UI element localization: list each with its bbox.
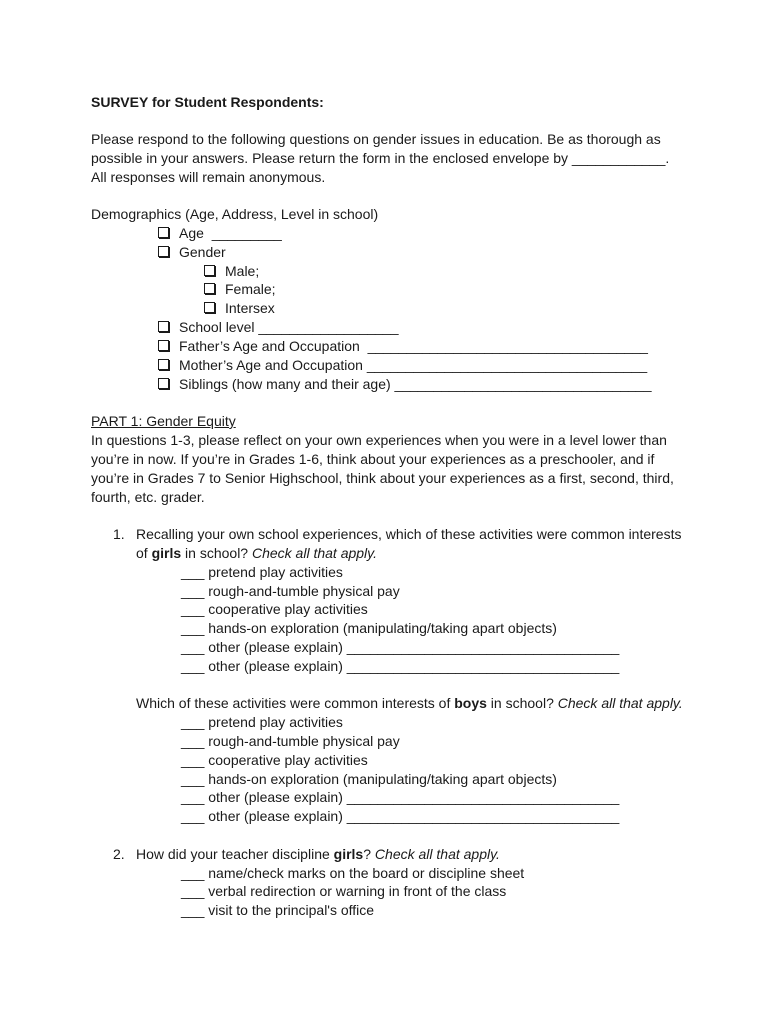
checkbox-icon[interactable] [204, 302, 215, 313]
q2-option[interactable]: ___ visit to the principal's office [181, 902, 375, 918]
checkbox-icon[interactable] [158, 359, 169, 370]
demographics-item-school-level[interactable]: School level __________________ [158, 318, 399, 337]
q1-boys-option[interactable]: ___ cooperative play activities [181, 752, 368, 768]
q1-boys-option[interactable]: ___ hands-on exploration (manipulating/taking apart objects) [181, 771, 557, 787]
gender-option-intersex[interactable]: Intersex [204, 299, 275, 318]
gender-option-male[interactable]: Male; [204, 262, 259, 281]
demographics-item-father[interactable]: Father’s Age and Occupation ____________________________________ [158, 337, 648, 356]
question-1-number: 1. [113, 526, 125, 542]
q1-boys-option[interactable]: ___ other (please explain) ___________________________________ [181, 789, 620, 805]
q1-girls-option[interactable]: ___ other (please explain) ___________________________________ [181, 639, 620, 655]
q1-boys-option[interactable]: ___ pretend play activities [181, 714, 343, 730]
question-1-boys-prompt: Which of these activities were common interests of boys in school? Check all that apply. [136, 695, 683, 711]
checkbox-icon[interactable] [158, 321, 169, 332]
question-2-number: 2. [113, 846, 125, 862]
q1-boys-option[interactable]: ___ rough-and-tumble physical pay [181, 733, 400, 749]
demographics-item-mother[interactable]: Mother’s Age and Occupation ____________________________________ [158, 356, 647, 375]
q1-boys-option[interactable]: ___ other (please explain) ___________________________________ [181, 808, 620, 824]
demographics-item-gender[interactable]: Gender [158, 243, 226, 262]
q2-option[interactable]: ___ verbal redirection or warning in front of the class [181, 883, 507, 899]
part1-intro-line-1: In questions 1-3, please reflect on your own experiences when you were in a level lower than [91, 432, 667, 448]
checkbox-icon[interactable] [204, 283, 215, 294]
demographics-item-age[interactable]: Age _________ [158, 224, 282, 243]
checkbox-icon[interactable] [158, 340, 169, 351]
demographics-heading: Demographics (Age, Address, Level in school) [91, 206, 379, 222]
q1-girls-option[interactable]: ___ cooperative play activities [181, 601, 368, 617]
part1-intro-line-3: you’re in Grades 7 to Senior Highschool, think about your experiences as a first, second, third, [91, 470, 674, 486]
part1-intro-line-4: fourth, etc. grader. [91, 489, 205, 505]
gender-option-female[interactable]: Female; [204, 280, 276, 299]
question-1-line-2: of girls in school? Check all that apply. [136, 545, 378, 561]
demographics-item-siblings[interactable]: Siblings (how many and their age) _________________________________ [158, 375, 652, 394]
checkbox-icon[interactable] [158, 227, 169, 238]
intro-line-2: possible in your answers. Please return the form in the enclosed envelope by ____________. [91, 150, 670, 166]
q1-girls-option[interactable]: ___ other (please explain) ___________________________________ [181, 658, 620, 674]
checkbox-icon[interactable] [158, 246, 169, 257]
intro-line-1: Please respond to the following questions on gender issues in education. Be as thorough as [91, 131, 661, 147]
q2-option[interactable]: ___ name/check marks on the board or discipline sheet [181, 865, 525, 881]
q1-girls-option[interactable]: ___ hands-on exploration (manipulating/taking apart objects) [181, 620, 557, 636]
checkbox-icon[interactable] [158, 378, 169, 389]
part1-heading: PART 1: Gender Equity [91, 413, 236, 429]
survey-title: SURVEY for Student Respondents: [91, 94, 324, 110]
question-2-prompt: How did your teacher discipline girls? Check all that apply. [136, 846, 500, 862]
question-1-line-1: Recalling your own school experiences, which of these activities were common interests [136, 526, 682, 542]
q1-girls-option[interactable]: ___ pretend play activities [181, 564, 343, 580]
intro-line-3: All responses will remain anonymous. [91, 169, 326, 185]
part1-intro-line-2: you’re in now. If you’re in Grades 1-6, think about your experiences as a preschooler, and if [91, 451, 655, 467]
q1-girls-option[interactable]: ___ rough-and-tumble physical pay [181, 583, 400, 599]
checkbox-icon[interactable] [204, 265, 215, 276]
